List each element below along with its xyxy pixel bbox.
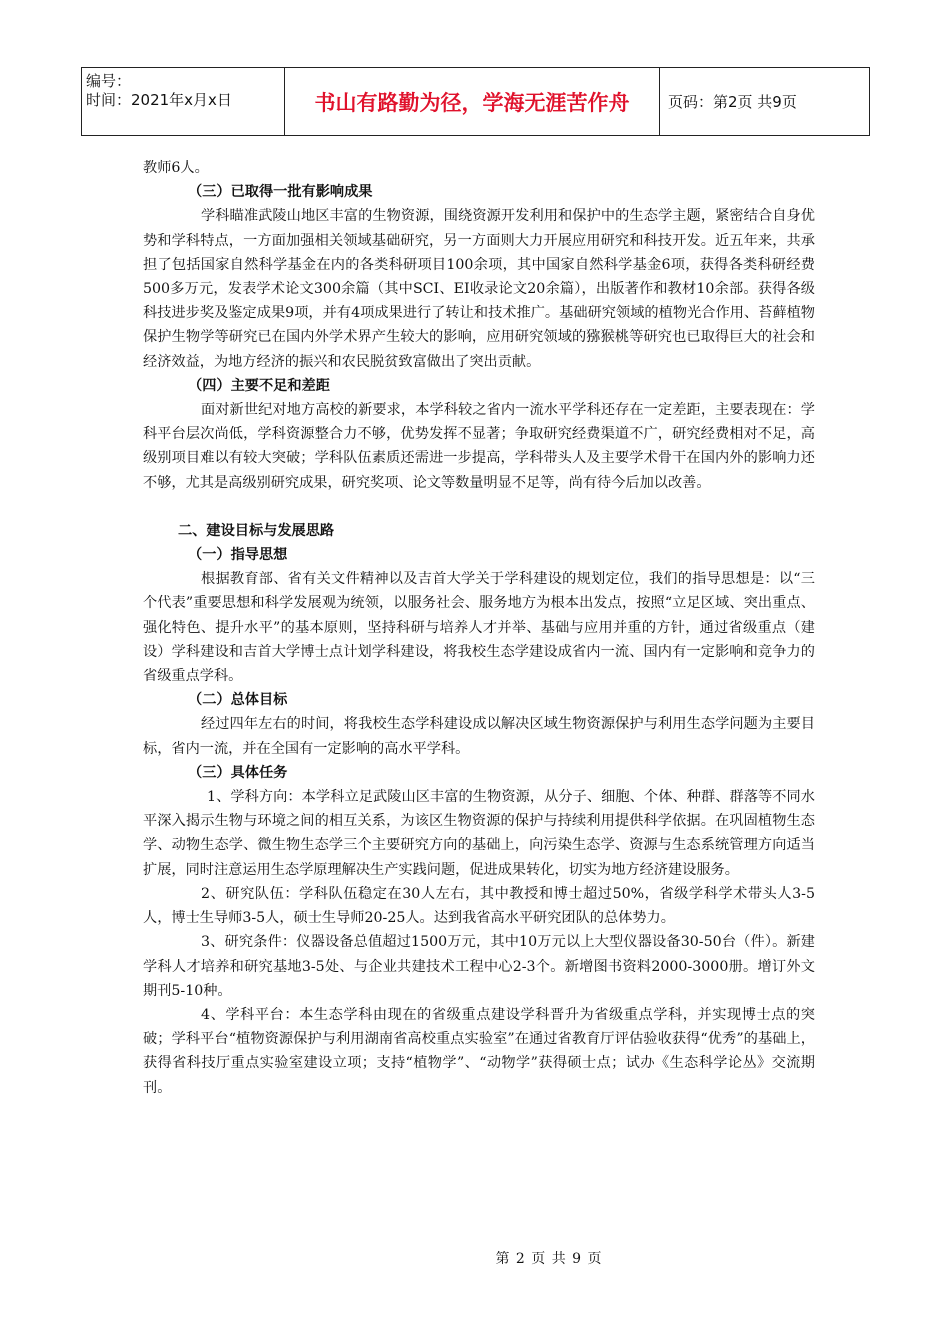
paragraph: 学科瞄准武陵山地区丰富的生物资源，围绕资源开发利用和保护中的生态学主题，紧密结合自身优势和学科特点，一方面加强相关领域基础研究，另一方面则大力开展应用研究和科技开发。近五年来，共承担了包括国家自然科学基金在内的各类科研项目100余项，其中国家自然科学基金6项，获得各类科研经费500多万元，发表学术论文300余篇（其中SCI、EI收录论文20余篇），出版著作和教材10余部。获得各级科技进步奖及鉴定成果9项，并有4项成果进行了转让和技术推广。基础研究领域的植物光合作用、苔藓植物保护生物学等研究已在国内外学术界产生较大的影响，应用研究领域的猕猴桃等研究也已取得巨大的社会和经济效益，为地方经济的振兴和农民脱贫致富做出了突出贡献。 (143, 208, 815, 370)
section-heading: （一）指导思想 (188, 547, 288, 564)
paragraph: 4、学科平台：本生态学科由现在的省级重点建设学科晋升为省级重点学科，并实现博士点的突破；学科平台“植物资源保护与利用湖南省高校重点实验室”在通过省教育厅评估验收获得“优秀”的基础上，获得省科技厅重点实验室建设立项；支持“植物学”、“动物学”获得硕士点；试办《生态科学论丛》交流期刊。 (143, 1006, 815, 1096)
chapter-heading: 二、建设目标与发展思路 (178, 522, 335, 539)
section-heading: （三）具体任务 (188, 764, 288, 781)
section-heading: （三）已取得一批有影响成果 (188, 184, 373, 201)
section-heading: （四）主要不足和差距 (188, 377, 330, 394)
header-page-label: 页码：第2页 共9页 (668, 93, 797, 111)
spacer (143, 495, 815, 519)
date-label: 时间：2021年x月x日 (86, 91, 232, 109)
footer-page-number: 第 2 页 共 9 页 (495, 1251, 603, 1267)
text-line: 教师6人。 (143, 160, 209, 176)
paragraph: 面对新世纪对地方高校的新要求，本学科较之省内一流水平学科还存在一定差距，主要表现在：学科平台层次尚低，学科资源整合力不够，优势发挥不显著；争取研究经费渠道不广，研究经费相对不足，高级别项目难以有较大突破；学科队伍素质还需进一步提高，学科带头人及主要学术骨干在国内外的影响力还不够，尤其是高级别研究成果，研究奖项、论文等数量明显不足等，尚有待今后加以改善。 (143, 402, 815, 491)
header-table (81, 67, 870, 136)
document-body (143, 156, 815, 1100)
paragraph: 1、学科方向：本学科立足武陵山区丰富的生物资源，从分子、细胞、个体、种群、群落等不同水平深入揭示生物与环境之间的相互关系，为该区生物资源的保护与持续利用提供科学依据。在巩固植物生态学、动物生态学、微生物生态学三个主要研究方向的基础上，向污染生态学、资源与生态系统管理方向适当扩展，同时注意运用生态学原理解决生产实践问题，促进成果转化，切实为地方经济建设服务。 (143, 789, 815, 878)
section-heading: （二）总体目标 (188, 692, 288, 709)
paragraph: 经过四年左右的时间，将我校生态学科建设成以解决区域生物资源保护与利用生态学问题为主要目标，省内一流，并在全国有一定影响的高水平学科。 (143, 716, 815, 757)
paragraph: 2、研究队伍：学科队伍稳定在30人左右，其中教授和博士超过50%，省级学科学术带头人3-5人，博士生导师3-5人，硕士生导师20-25人。达到我省高水平研究团队的总体势力。 (143, 885, 815, 927)
header-motto: 书山有路勤为径，学海无涯苦作舟 (285, 68, 660, 135)
page-footer (0, 1248, 950, 1268)
paragraph: 3、研究条件：仪器设备总值超过1500万元，其中10万元以上大型仪器设备30-50台（件）。新建学科人才培养和研究基地3-5处、与企业共建技术工程中心2-3个。新增图书资料2000-3000册。增订外文期刊5-10种。 (143, 934, 815, 999)
number-label: 编号： (86, 72, 132, 90)
paragraph: 根据教育部、省有关文件精神以及吉首大学关于学科建设的规划定位，我们的指导思想是：以“三个代表”重要思想和科学发展观为统领，以服务社会、服务地方为根本出发点，按照“立足区域、突出重点、强化特色、提升水平”的基本原则，坚持科研与培养人才并举、基础与应用并重的方针，通过省级重点（建设）学科建设和吉首大学博士点计划学科建设，将我校生态学建设成省内一流、国内有一定影响和竞争力的省级重点学科。 (143, 571, 815, 685)
header-meta (82, 68, 285, 135)
